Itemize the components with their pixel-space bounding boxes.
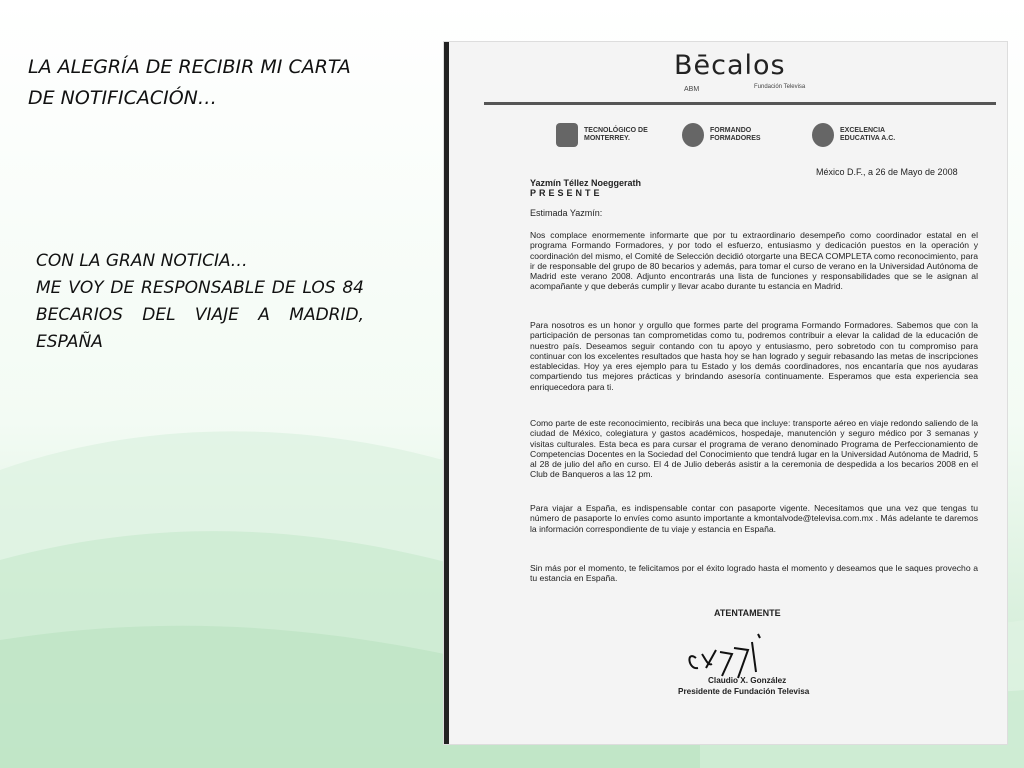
scan-edge	[444, 42, 449, 744]
recipient-name: Yazmín Téllez Noeggerath	[530, 178, 642, 188]
televisa-logo: Fundación Televisa	[754, 84, 806, 90]
slide-title: LA ALEGRÍA DE RECIBIR MI CARTA DE NOTIFICACIÓN…	[28, 56, 351, 109]
slide-body	[36, 248, 364, 356]
partner-label: EXCELENCIA EDUCATIVA A.C.	[840, 127, 896, 142]
greeting: Estimada Yazmín:	[530, 208, 603, 218]
header-rule	[484, 102, 996, 105]
abm-logo: ABM	[684, 86, 700, 93]
body-line-2: ME VOY DE RESPONSABLE DE LOS 84 BECARIOS DEL VIAJE A MADRID, ESPAÑA	[36, 278, 364, 352]
closing: ATENTAMENTE	[714, 608, 781, 618]
paragraph-4: Para viajar a España, es indispensable contar con pasaporte vigente. Necesitamos que una vez que tengas tu número de pasaporte lo envíes como asunto importante a kmontalvode@televisa.com.mx . Más adelante te daremos la información correspondiente de tu viaje y estancia en España.	[530, 503, 978, 534]
signer-role: Presidente de Fundación Televisa	[678, 687, 810, 696]
partner-tec	[556, 120, 654, 150]
letter-date: México D.F., a 26 de Mayo de 2008	[816, 167, 958, 177]
partner-ff	[682, 120, 780, 150]
shield-icon	[556, 123, 578, 147]
partner-excelencia	[812, 120, 910, 150]
paragraph-2: Para nosotros es un honor y orgullo que formes parte del programa Formando Formadores. Sabemos que con la participación de personas tan comprometidas como tu, podremos contribuir a elevar la calidad de la educación de nuestro país. Deseamos seguir contando con tu apoyo y entusiasmo, pero sobretodo con tu compromiso para continuar con los excelentes resultados que hasta hoy se han logrado y seguir rebasando las metas de inscripciones establecidas. Hoy ya eres ejemplo para tu Estado y los demás coordinadores, nos encantaría que nos ayudaras compartiendo tus mejores prácticas y brindando asesoría continuamente. Esperamos que esta experiencia sea enriquecedora para ti.	[530, 320, 978, 392]
ff-logo-icon	[682, 123, 704, 147]
paragraph-1: Nos complace enormemente informarte que por tu extraordinario desempeño como coordinador estatal en el programa Formando Formadores, y por todo el esfuerzo, entusiasmo y dedicación puestos en la operación y coordinación del mismo, el Comité de Selección decidió otorgarte una BECA COMPLETA como reconocimiento, para ir de responsable del grupo de 80 becarios y además, para tomar el curso de verano en la Universidad Autónoma de Madrid este verano 2008. Adjunto encontrarás una lista de funciones y responsabilidades que se le asignan al acompañante y que deberás cumplir y llevar acabo durante tu estancia en Madrid.	[530, 230, 978, 292]
seal-icon	[812, 123, 834, 147]
partner-label: FORMANDO FORMADORES	[710, 127, 761, 142]
letter-image	[444, 42, 1007, 744]
becalos-logo: Bēcalos	[674, 50, 786, 81]
partner-label: TECNOLÓGICO DE MONTERREY.	[584, 127, 648, 142]
presente-label: PRESENTE	[530, 188, 603, 198]
signer-name: Claudio X. González	[708, 676, 787, 685]
paragraph-3: Como parte de este reconocimiento, recibirás una beca que incluye: transporte aéreo en viaje redondo saliendo de la ciudad de México, colegiatura y gastos académicos, hospedaje, manutención y seguro médico por 3 semanas y visitas culturales. Esta beca es para cursar el programa de verano denominado Programa de Perfeccionamiento de Competencias Docentes en la Sociedad del Conocimiento que tendrá lugar en la Universidad Autónoma de Madrid, 5 al 28 de julio del año en curso. El 4 de Julio deberás asistir a la ceremonia de despedida a los becarios 2008 en el Club de Banqueros a las 12 pm.	[530, 418, 978, 480]
paragraph-5: Sin más por el momento, te felicitamos por el éxito logrado hasta el momento y deseamos que le saques provecho a tu estancia en España.	[530, 563, 978, 584]
body-line-1: CON LA GRAN NOTICIA…	[36, 251, 248, 271]
